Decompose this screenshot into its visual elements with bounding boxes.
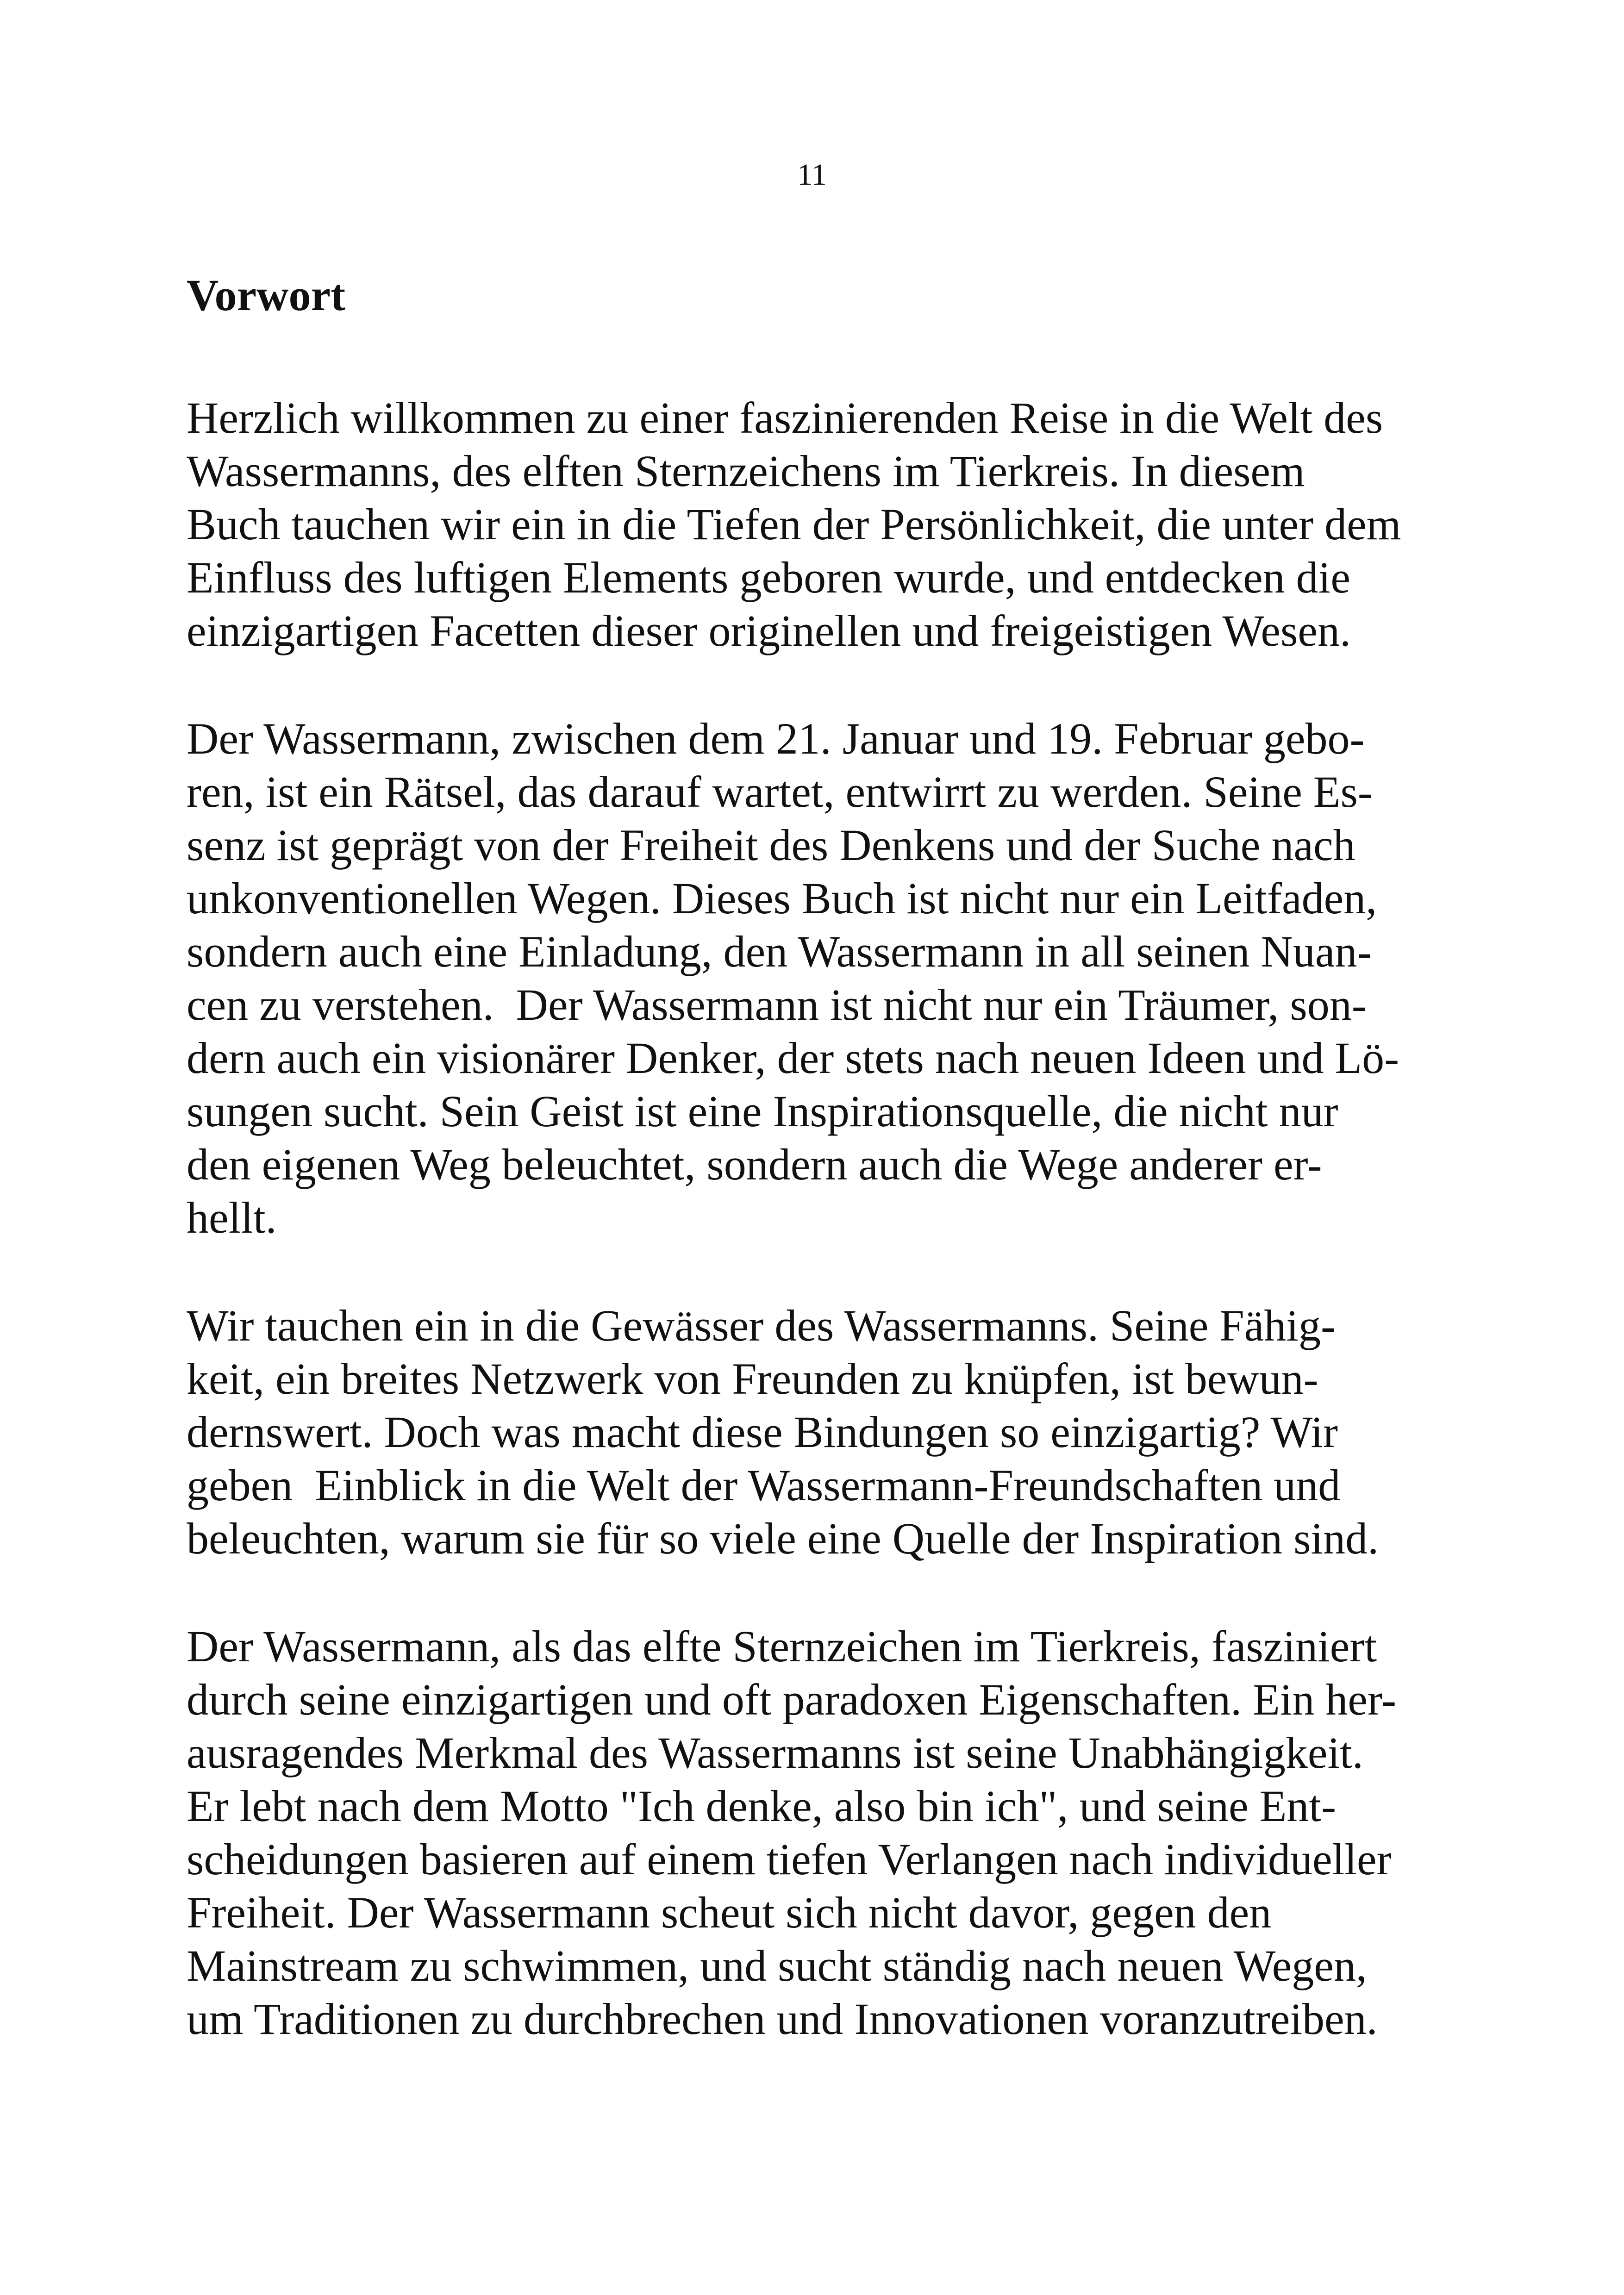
text-line: dern auch ein visionärer Denker, der stets nach neuen Ideen und Lö- [187,1033,1399,1083]
paragraph [187,712,1474,1244]
text-line: Wir tauchen ein in die Gewässer des Wassermanns. Seine Fähig- [187,1301,1336,1350]
page-number: 11 [797,158,827,192]
paragraph [187,1299,1474,1565]
text-line: senz ist geprägt von der Freiheit des Denkens und der Suche nach [187,820,1355,870]
text-line: Herzlich willkommen zu einer faszinierenden Reise in die Welt des [187,393,1383,443]
text-line: sungen sucht. Sein Geist ist eine Inspirationsquelle, die nicht nur [187,1086,1338,1136]
text-line: Mainstream zu schwimmen, und sucht ständig nach neuen Wegen, [187,1941,1367,1990]
paragraph [187,391,1474,657]
text-line: ren, ist ein Rätsel, das darauf wartet, entwirrt zu werden. Seine Es- [187,767,1373,817]
body-text [187,391,1474,2100]
text-line: Wassermanns, des elften Sternzeichens im Tierkreis. In diesem [187,446,1305,496]
text-line: Der Wassermann, als das elfte Sternzeichen im Tierkreis, fasziniert [187,1621,1377,1671]
text-line: den eigenen Weg beleuchtet, sondern auch die Wege anderer er- [187,1140,1322,1189]
text-line: Freiheit. Der Wassermann scheut sich nicht davor, gegen den [187,1888,1272,1937]
paragraph [187,1620,1474,2046]
text-line: ausragendes Merkmal des Wassermanns ist seine Unabhängigkeit. [187,1728,1363,1777]
section-heading: Vorwort [187,270,346,320]
text-line: Er lebt nach dem Motto "Ich denke, also bin ich", und seine Ent- [187,1781,1337,1831]
text-line: geben Einblick in die Welt der Wassermann-Freundschaften und [187,1460,1341,1510]
text-line: um Traditionen zu durchbrechen und Innovationen voranzutreiben. [187,1994,1378,2044]
text-line: sondern auch eine Einladung, den Wassermann in all seinen Nuan- [187,927,1372,976]
text-line: einzigartigen Facetten dieser originellen und freigeistigen Wesen. [187,606,1351,655]
text-line: Buch tauchen wir ein in die Tiefen der Persönlichkeit, die unter dem [187,499,1401,549]
text-line: unkonventionellen Wegen. Dieses Buch ist nicht nur ein Leitfaden, [187,873,1377,923]
text-line: beleuchten, warum sie für so viele eine Quelle der Inspiration sind. [187,1514,1379,1563]
text-line: Der Wassermann, zwischen dem 21. Januar und 19. Februar gebo- [187,714,1365,763]
text-line: durch seine einzigartigen und oft paradoxen Eigenschaften. Ein her- [187,1675,1397,1724]
text-line: hellt. [187,1193,277,1242]
text-line: scheidungen basieren auf einem tiefen Verlangen nach individueller [187,1834,1392,1884]
text-line: keit, ein breites Netzwerk von Freunden zu knüpfen, ist bewun- [187,1354,1318,1403]
text-line: Einfluss des luftigen Elements geboren wurde, und entdecken die [187,553,1350,602]
text-line: dernswert. Doch was macht diese Bindungen so einzigartig? Wir [187,1407,1338,1457]
text-line: cen zu verstehen. Der Wassermann ist nicht nur ein Träumer, son- [187,980,1367,1029]
